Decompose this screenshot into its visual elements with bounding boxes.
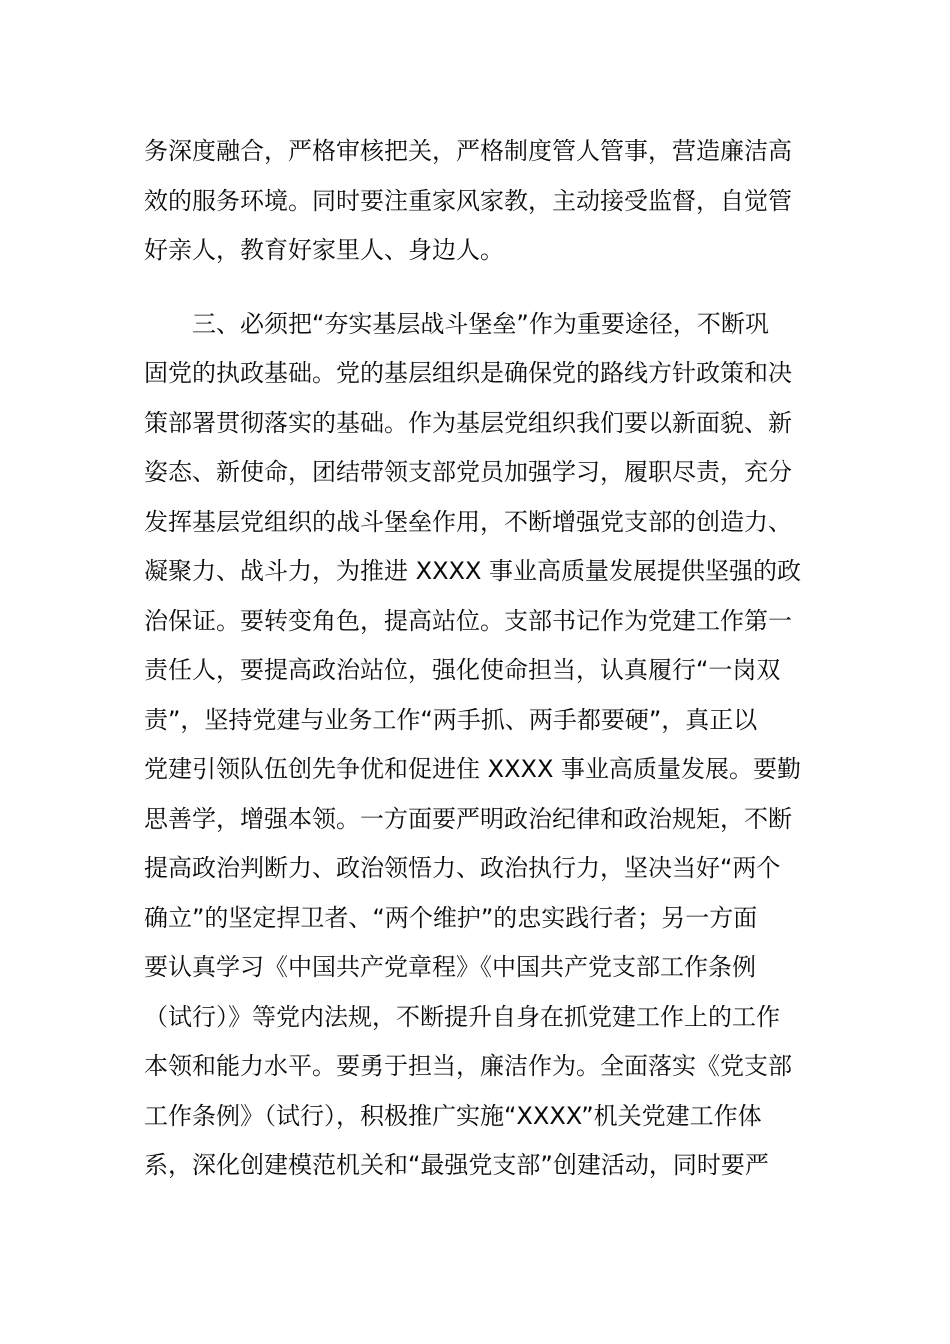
text-line: 工作条例》（试行），积极推广实施“XXXX”机关党建工作体: [144, 1102, 762, 1130]
text-line: 责”，坚持党建与业务工作“两手抓、两手都要硬”，真正以: [144, 706, 758, 734]
text-line: 提高政治判断力、政治领悟力、政治执行力，坚决当好“两个: [144, 854, 781, 882]
paragraph-first-line: 三、必须把“夯实基层战斗堡垒”作为重要途径，不断巩: [192, 310, 769, 338]
text-line: 思善学，增强本领。一方面要严明政治纪律和政治规矩，不断: [144, 805, 792, 833]
text-line: 系，深化创建模范机关和“最强党支部”创建活动，同时要严: [144, 1151, 769, 1179]
text-line: 责任人，要提高政治站位，强化使命担当，认真履行“一岗双: [144, 656, 781, 684]
text-line: 效的服务环境。同时要注重家风家教，主动接受监督，自觉管: [144, 187, 792, 215]
text-line: 本领和能力水平。要勇于担当，廉洁作为。全面落实《党支部: [144, 1052, 792, 1080]
text-line: 固党的执政基础。党的基层组织是确保党的路线方针政策和决: [144, 359, 792, 387]
text-line: 党建引领队伍创先争优和促进住 XXXX 事业高质量发展。要勤: [144, 755, 802, 783]
text-line: 姿态、新使命，团结带领支部党员加强学习，履职尽责，充分: [144, 458, 792, 486]
text-line: 凝聚力、战斗力，为推进 XXXX 事业高质量发展提供坚强的政: [144, 557, 802, 585]
text-line: 发挥基层党组织的战斗堡垒作用，不断增强党支部的创造力、: [144, 508, 792, 536]
text-line: 好亲人，教育好家里人、身边人。: [144, 236, 504, 264]
text-line: 确立”的坚定捍卫者、“两个维护”的忠实践行者；另一方面: [144, 904, 758, 932]
text-line: 策部署贯彻落实的基础。作为基层党组织我们要以新面貌、新: [144, 409, 792, 437]
text-line: （试行）》等党内法规，不断提升自身在抓党建工作上的工作: [144, 1003, 780, 1031]
text-line: 治保证。要转变角色，提高站位。支部书记作为党建工作第一: [144, 607, 792, 635]
text-line: 要认真学习《中国共产党章程》《中国共产党支部工作条例: [144, 953, 756, 981]
text-line: 务深度融合，严格审核把关，严格制度管人管事，营造廉洁高: [144, 137, 792, 165]
